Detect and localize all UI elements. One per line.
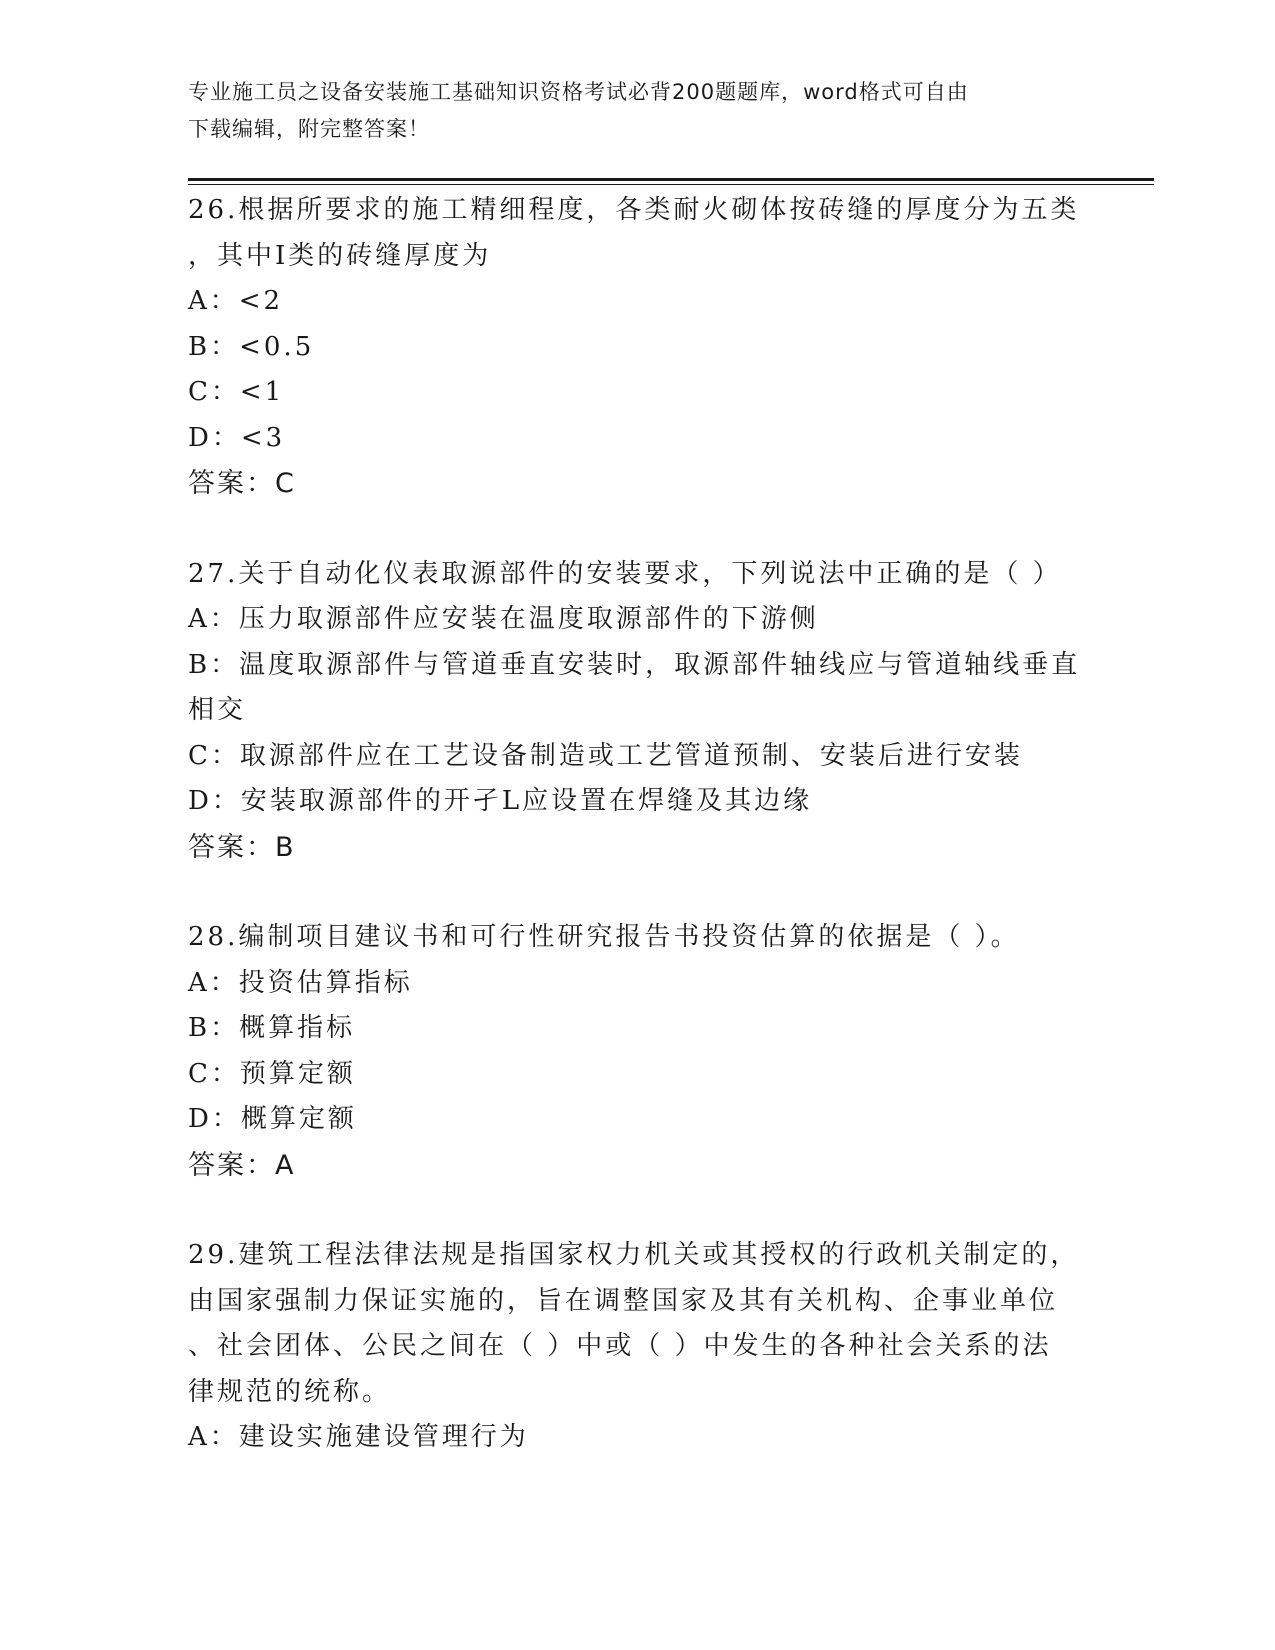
question-stem-line: 、社会团体、公民之间在（ ）中或（ ）中发生的各种社会关系的法 bbox=[188, 1331, 1052, 1361]
option-a: A：压力取源部件应安装在温度取源部件的下游侧 bbox=[188, 604, 819, 634]
option-d: D：安装取源部件的开孑L应设置在焊缝及其边缘 bbox=[188, 786, 813, 816]
answer-line: 答案：C bbox=[188, 468, 296, 499]
question-29 bbox=[188, 1233, 1088, 1461]
option-a: A：投资估算指标 bbox=[188, 967, 413, 998]
option-c: C：<1 bbox=[188, 377, 285, 407]
option-c: C：取源部件应在工艺设备制造或工艺管道预制、安装后进行安装 bbox=[188, 740, 1023, 771]
option-a: A：建设实施建设管理行为 bbox=[188, 1422, 529, 1452]
question-27 bbox=[188, 552, 1088, 871]
document-header: 专业施工员之设备安装施工基础知识资格考试必背200题题库，word格式可自由 下载编辑，附完整答案！ bbox=[188, 80, 969, 141]
question-stem-line: 27.关于自动化仪表取源部件的安装要求，下列说法中正确的是（ ） bbox=[188, 558, 1062, 589]
option-d: D：概算定额 bbox=[188, 1104, 357, 1134]
question-stem-line: ，其中Ⅰ类的砖缝厚度为 bbox=[188, 240, 492, 271]
question-spacer bbox=[188, 870, 1088, 915]
option-c: C：预算定额 bbox=[188, 1058, 356, 1089]
header-divider-thick bbox=[188, 178, 1154, 181]
question-26 bbox=[188, 188, 1088, 507]
option-d: D：<3 bbox=[188, 422, 286, 453]
question-stem-line: 28.编制项目建议书和可行性研究报告书投资估算的依据是（ ）。 bbox=[188, 922, 1020, 952]
question-list bbox=[188, 188, 1088, 1461]
option-b: B：概算指标 bbox=[188, 1013, 356, 1043]
answer-line: 答案：B bbox=[188, 831, 296, 863]
question-stem-line: 律规范的统称。 bbox=[188, 1376, 392, 1407]
question-stem-line: 26.根据所要求的施工精细程度，各类耐火砌体按砖缝的厚度分为五类 bbox=[188, 195, 1080, 225]
option-b: B：<0.5 bbox=[188, 331, 315, 362]
header-divider-thin bbox=[188, 184, 1154, 185]
option-b: B：温度取源部件与管道垂直安装时，取源部件轴线应与管道轴线垂直 bbox=[188, 649, 1081, 680]
option-a: A：<2 bbox=[188, 286, 284, 316]
question-spacer bbox=[188, 1188, 1088, 1233]
question-spacer bbox=[188, 507, 1088, 552]
question-stem-line: 由国家强制力保证实施的，旨在调整国家及其有关机构、企事业单位 bbox=[188, 1285, 1059, 1316]
question-stem-line: 29.建筑工程法律法规是指国家权力机关或其授权的行政机关制定的， bbox=[188, 1240, 1080, 1270]
question-28 bbox=[188, 915, 1088, 1188]
answer-line: 答案：A bbox=[188, 1149, 296, 1181]
option-b-continued: 相交 bbox=[188, 695, 247, 725]
